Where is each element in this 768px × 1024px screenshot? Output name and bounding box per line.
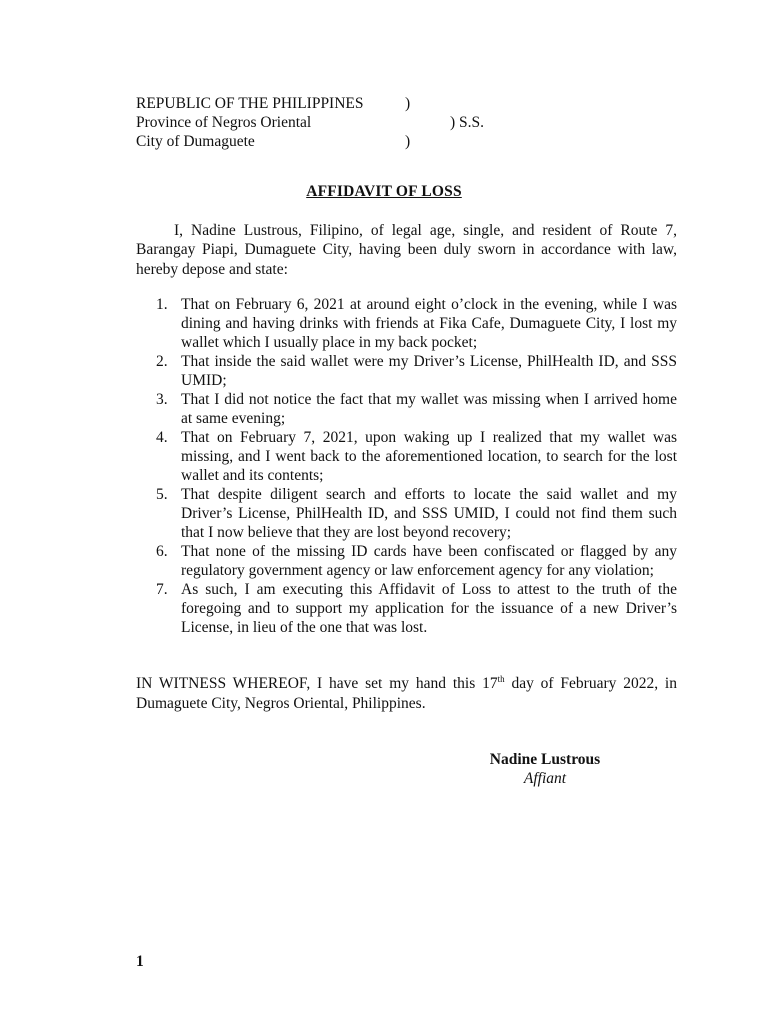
statement-text: That despite diligent search and efforts to locate the said wallet and my Driver’s License, PhilHealth ID, and SSS UMID, I could not find them such that I now believe that they are lost beyond recovery; [181,486,677,541]
statement-item [136,352,677,390]
statement-list [136,295,677,637]
statement-number: 3. [156,391,168,408]
witness-day: 17 [482,675,498,692]
affiant-name: Nadine Lustrous [489,751,601,768]
caption-line-city [136,132,556,151]
page-number: 1 [136,953,144,970]
statement-number: 1. [156,296,168,313]
witness-text-before: IN WITNESS WHEREOF, I have set my hand this [136,675,483,692]
statement-text: As such, I am executing this Affidavit of Loss to attest to the truth of the foregoing and to support my application for the issuance of a new Driver’s License, in lieu of the one that was lost. [181,581,677,636]
witness-day-suffix: th [497,674,505,684]
signature-block [470,750,620,788]
statement-number: 6. [156,543,168,560]
intro-paragraph: I, Nadine Lustrous, Filipino, of legal age, single, and resident of Route 7, Barangay Piapi, Dumaguete City, having been duly sworn in accordance with law, hereby depose and state: [136,222,677,278]
statement-text: That inside the said wallet were my Driver’s License, PhilHealth ID, and SSS UMID; [181,353,677,389]
caption-republic-text: REPUBLIC OF THE PHILIPPINES [136,95,364,112]
statement-text: That I did not notice the fact that my wallet was missing when I arrived home at same evening; [181,391,677,427]
caption-city-paren: ) [405,133,411,150]
statement-item [136,428,677,485]
statement-text: That on February 7, 2021, upon waking up I realized that my wallet was missing, and I went back to the aforementioned location, to search for the lost wallet and its contents; [181,429,677,484]
witness-text-after: day of February 2022, in Dumaguete City, Negros Oriental, Philippines. [136,675,677,712]
caption-city-text: City of Dumaguete [136,133,255,150]
statement-text: That none of the missing ID cards have been confiscated or flagged by any regulatory government agency or law enforcement agency for any violation; [181,543,677,579]
statement-text: That on February 6, 2021 at around eight o’clock in the evening, while I was dining and having drinks with friends at Fika Cafe, Dumaguete City, I lost my wallet which I usually place in my back pocket; [181,296,677,351]
statement-item [136,485,677,542]
statement-item [136,295,677,352]
caption-line-province [136,113,556,132]
statement-number: 2. [156,353,168,370]
statement-item [136,580,677,637]
statement-number: 4. [156,429,168,446]
witness-paragraph [136,674,677,713]
venue-caption [136,94,556,151]
statement-number: 5. [156,486,168,503]
affiant-role: Affiant [523,770,567,787]
statement-number: 7. [156,581,168,598]
caption-republic-paren: ) [405,95,411,112]
caption-province-text: Province of Negros Oriental [136,114,312,131]
caption-line-republic [136,94,556,113]
document-title: AFFIDAVIT OF LOSS [306,183,462,200]
caption-province-paren: ) S.S. [450,114,485,131]
statement-item [136,542,677,580]
statement-item [136,390,677,428]
